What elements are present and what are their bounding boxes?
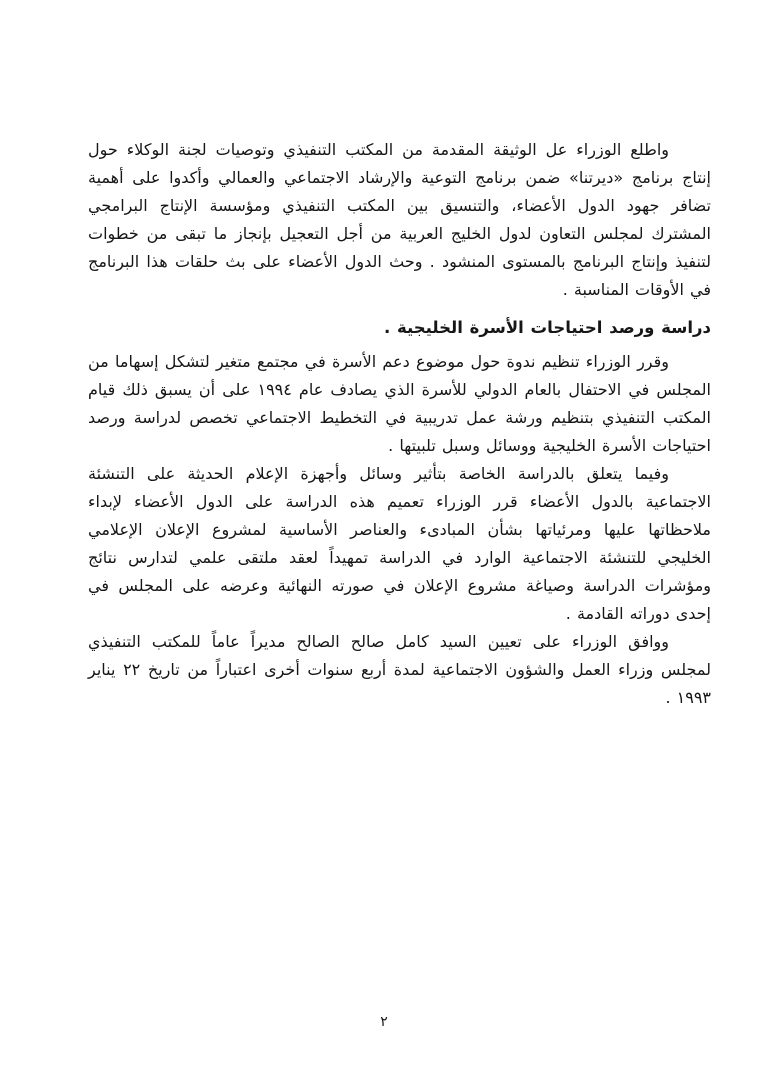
page-number: ٢ xyxy=(380,1014,388,1030)
paragraph-family-symposium: وقرر الوزراء تنظيم ندوة حول موضوع دعم الأسرة في مجتمع متغير لتشكل إسهاما من المجلس في الاحتفال بالعام الدولي للأسرة الذي يصادف عام ١٩٩٤ على أن يسبق ذلك قيام المكتب التنفيذي بتنظيم ورشة عمل تدريبية في التخطيط الاجتماعي تخصص لدراسة ورصد احتياجات الأسرة الخليجية ووسائل وسبل تلبيتها . xyxy=(88,352,711,455)
section-heading-gulf-family-needs: دراسة ورصد احتياجات الأسرة الخليجية . xyxy=(384,318,711,337)
paragraph-media-study: وفيما يتعلق بالدراسة الخاصة بتأثير وسائل وأجهزة الإعلام الحديثة على التنشئة الاجتماعية بالدول الأعضاء قرر الوزراء تعميم هذه الدراسة على الدول الأعضاء لإبداء ملاحظاتها عليها ومرئياتها بشأن المبادىء والعناصر الأساسية لمشروع الإعلان الإعلامي الخليجي للتنشئة الاجتماعية الوارد في الدراسة تمهيداً لعقد ملتقى علمي لتدارس نتائج ومؤشرات الدراسة وصياغة مشروع الإعلان في صورته النهائية وعرضه على المجلس في إحدى دوراته القادمة . xyxy=(88,464,711,623)
document-content xyxy=(88,136,711,712)
paragraph-dirtana-program: واطلع الوزراء عل الوثيقة المقدمة من المكتب التنفيذي وتوصيات لجنة الوكلاء حول إنتاج برنامج «ديرتنا» ضمن برنامج التوعية والإرشاد الاجتماعي والعمالي وأكدوا على أهمية تضافر جهود الدول الأعضاء، والتنسيق بين المكتب التنفيذي ومؤسسة الإنتاج البرامجي المشترك لمجلس التعاون لدول الخليج العربية من أجل التعجيل بإنجاز ما تبقى من خطوات لتنفيذ وإنتاج البرنامج بالمستوى المنشود . وحث الدول الأعضاء على بث حلقات هذا البرنامج في الأوقات المناسبة . xyxy=(88,140,711,299)
paragraph-director-appointment: ووافق الوزراء على تعيين السيد كامل صالح الصالح مديراً عاماً للمكتب التنفيذي لمجلس وزراء العمل والشؤون الاجتماعية لمدة أربع سنوات أخرى اعتباراً من تاريخ ٢٢ يناير ١٩٩٣ . xyxy=(88,632,712,707)
